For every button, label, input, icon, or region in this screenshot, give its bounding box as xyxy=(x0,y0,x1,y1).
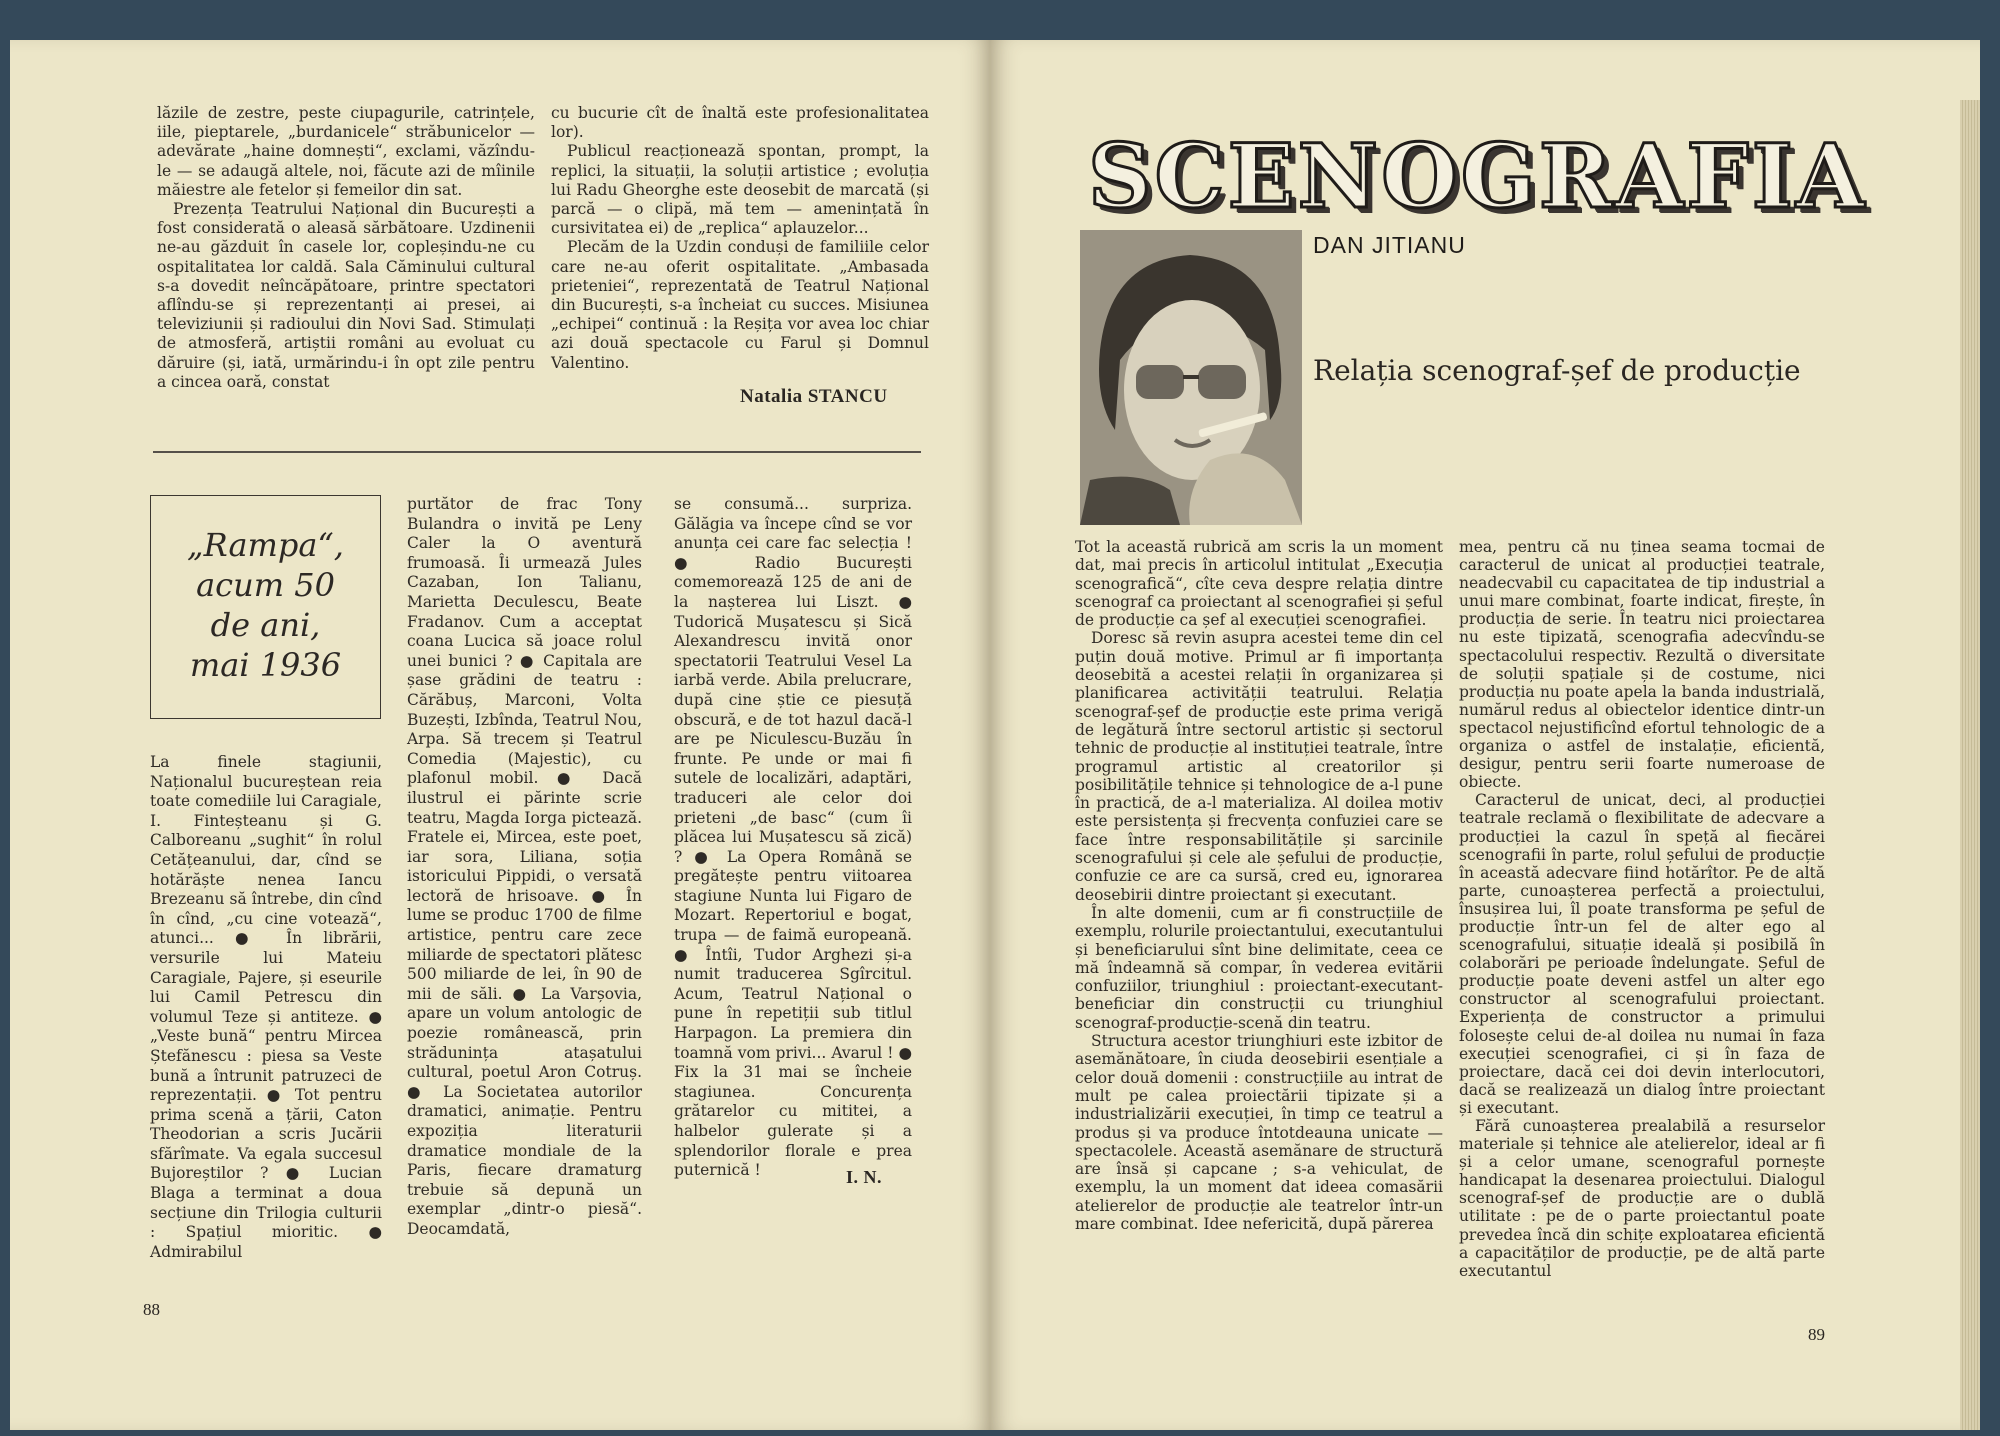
paragraph: Structura acestor triunghiuri este izbitor de asemănătoare, în ciuda deosebirii esențiale a celor două domenii : construcțiile au intrat de mult pe calea proiectării tipizate și a industrializării execuției, în timp ce teatrul a produs și va produce întotdeauna unicate — spectacolele. Această asemănare de structură are însă și capcane ; s-a vehiculat, de exemplu, la un moment dat ideea comasării atelierelor de producție ale teatrelor într-un mare combinat. Idee nefericită, după părerea xyxy=(1075,1032,1443,1233)
box-title-line: „Rampa“, xyxy=(187,526,344,564)
page-number: 89 xyxy=(1808,1325,1825,1344)
rampa-signature: I. N. xyxy=(846,1167,883,1187)
box-title-line: de ani, xyxy=(210,606,321,644)
page-number: 88 xyxy=(143,1300,160,1319)
paragraph: La finele stagiunii, Naționalul bucureștean reia toate comediile lui Caragiale, I. Finteșteanu și G. Calboreanu „sughit“ în rolul Cetățeanului, dar, cînd se hotărăște nenea Iancu Brezeanu să întrebe, din cînd în cînd, „cu cine votează“, atunci... ● În librării, versurile lui Mateiu Caragiale, Pajere, și eseurile lui Camil Petrescu din volumul Teze și antiteze. ● „Veste bună“ pentru Mircea Ștefănescu : piesa sa Veste bună a întrunit patruzeci de reprezentații. ● Tot pentru prima scenă a țării, Caton Theodorian a scris Jucării sfărîmate. Va egala succesul Bujoreștilor ? ● Lucian Blaga a terminat a doua secțiune din Trilogia culturii : Spațiul mioritic. ● Admirabilul xyxy=(150,753,382,1261)
article-column-2 xyxy=(1459,538,1825,1280)
box-title-line: acum 50 xyxy=(196,566,335,604)
paragraph: Tot la această rubrică am scris la un moment dat, mai precis în articolul intitulat „Execuția scenografică“, cîte ceva despre relația dintre scenograf ca proiectant al scenografiei și șeful de producție ca șef al execuției scenografiei. xyxy=(1075,538,1443,630)
section-title: SCENOGRAFIA xyxy=(1088,124,1868,228)
paragraph: Prezența Teatrului Național din București a fost considerată o aleasă sărbătoare. Uzdinenii ne-au găzduit în casele lor, copleșindu-ne cu ospitalitatea lor caldă. Sala Căminului cultural s-a dovedit neîncăpătoare, printre spectatori aflîndu-se și reprezentanți ai presei, ai televiziunii și radioului din Novi Sad. Stimulați de atmosferă, artiștii români au evoluat cu dăruire (și, iată, urmărindu-i în opt zile pentru a cincea oară, constat xyxy=(157,200,535,391)
paragraph: cu bucurie cît de înaltă este profesionalitatea lor). xyxy=(551,104,929,142)
paragraph: se consumă... surpriza. Gălăgia va începe cînd se vor anunța cei care fac selecția ! ● Radio București comemorează 125 de ani de la nașterea lui Liszt. ● Tudorică Mușatescu și Sică Alexandrescu invită onor spectatorii Teatrului Vesel La iarbă verde. Abila prelucrare, după cine știe ce piesuță obscură, e de tot hazul dacă-l are pe Niculescu-Buzău în frunte. Pe unde or mai fi sutele de localizări, adaptări, traduceri ale celor doi prieteni „de basc“ (cum îi plăcea lui Mușatescu să zică) ? ● La Opera Română se pregătește pentru viitoarea stagiune Nunta lui Figaro de Mozart. Repertoriul e bogat, trupa — de faimă europeană. ● Întîi, Tudor Arghezi și-a numit traducerea Sgîrcitul. Acum, Teatrul Național o pune în repetiții sub titlul Harpagon. La premiera din toamnă vom privi... Avarul ! ● Fix la 31 mai se încheie stagiunea. Concurența grătarelor cu mititei, a halbelor gulerate și a splendorilor florale e prea puternică ! xyxy=(674,495,912,1180)
rampa-title-box xyxy=(150,495,381,719)
rampa-column-2 xyxy=(407,495,642,1240)
rampa-column-3 xyxy=(674,495,912,1181)
paragraph: purtător de frac Tony Bulandra o invită pe Leny Caler la O aventură frumoasă. Îi urmează Jules Cazaban, Ion Talianu, Marietta Deculescu, Beate Fradanov. Cum a acceptat coana Lucica să joace rolul unei bunici ? ● Capitala are șase grădini de teatru : Cărăbuș, Marconi, Volta Buzești, Izbînda, Teatrul Nou, Arpa. Să trecem și Teatrul Comedia (Majestic), cu plafonul mobil. ● Dacă ilustrul ei părinte scrie teatru, Magda Iorga pictează. Fratele ei, Mircea, este poet, iar sora, Liliana, soția istoricului Pippidi, o versată lectoră de hrisoave. ● În lume se produc 1700 de filme artistice, pentru care zece miliarde de spectatori plătesc 500 miliarde de lei, în 90 de mii de săli. ● La Varșovia, apare un volum antologic de poezie românească, prin strădunința atașatului cultural, poetul Aron Cotruș. ● La Societatea autorilor dramatici, animație. Pentru expoziția literaturii dramatice mondiale de la Paris, fiecare dramaturg trebuie să depună un exemplar „dintr-o piesă“. Deocamdată, xyxy=(407,495,642,1238)
rampa-column-1 xyxy=(150,753,382,1262)
paragraph: Plecăm de la Uzdin conduși de familiile celor care ne-au oferit ospitalitate. „Ambasada prieteniei“, reprezentată de Teatrul Național din București, s-a încheiat cu succes. Misiunea „echipei“ continuă : la Reșița vor avea loc chiar azi două spectacole cu Farul și Domnul Valentino. xyxy=(551,238,929,372)
paragraph: În alte domenii, cum ar fi construcțiile de exemplu, rolurile proiectantului, executantului și beneficiarului sînt bine delimitate, ceea ce mă îndeamnă să compar, în vederea evitării confuziilor, triunghiul : proiectant-executant-beneficiar din construcții cu triunghiul scenograf-producție-scenă din teatru. xyxy=(1075,903,1443,1032)
article-column-1 xyxy=(1075,538,1443,1233)
paragraph: lăzile de zestre, peste ciupagurile, catrințele, iile, pieptarele, „burdanicele“ străbunicelor — adevărate „haine domnești“, exclami, văzîndu-le — se adaugă altele, noi, făcute azi de mîinile măiestre ale fetelor și femeilor din sat. xyxy=(157,104,535,199)
continuation-column-1 xyxy=(157,104,535,392)
paragraph: Caracterul de unicat, deci, al producției teatrale reclamă o flexibilitate de adecvare a producției la cazul în speță al fiecărei scenografii în parte, rolul șefului de producție în această adecvare fiind hotărîtor. Pe de altă parte, cunoașterea perfectă a proiectului, însușirea lui, îl poate transforma pe șeful de producție într-un fel de alter ego al scenografului, situație ideală și posibilă în colaborări pe perioade îndelungate. Șeful de producție poate deveni astfel un alter ego constructor al scenografului proiectant. Experiența de constructor a primului folosește celui de-al doilea nu numai în faza execuției scenografiei, ci și în faza de proiectare, dacă cei doi devin interlocutori, dacă se realizează un dialog între proiectant și executant. xyxy=(1459,791,1825,1117)
author-name: DAN JITIANU xyxy=(1313,232,1466,258)
section-divider xyxy=(153,451,921,453)
continuation-column-2 xyxy=(551,104,929,373)
paragraph: mea, pentru că nu ținea seama tocmai de caracterul de unicat al producției teatrale, neadecvabil cu capacitatea de tip industrial a unui mare combinat, foarte indicat, firește, în producția de serie. În teatru nici proiectarea nu este tipizată, scenografia adecvîndu-se spectacolului respectiv. Rezultă o diversitate de soluții spațiale și de costume, nici producția nu poate apela la banda industrială, numărul redus al obiectelor identice dintr-un spectacol nejustificînd efortul tehnologic de a organiza o astfel de instalație, eficientă, desigur, pentru serii foarte numeroase de obiecte. xyxy=(1459,538,1825,792)
box-title-line: mai 1936 xyxy=(189,646,342,684)
paragraph: Publicul reacționează spontan, prompt, la replici, la situații, la soluții artistice ; evoluția lui Radu Gheorghe este deosebit de marcată (și parcă — o clipă, mă tem — amenințată în cursivitatea ei) de „replica“ aplauzelor... xyxy=(551,142,929,238)
paragraph: Doresc să revin asupra acestei teme din cel puțin două motive. Primul ar fi importanța deosebită a acestei relații în organizarea și planificarea activității teatrului. Relația scenograf-șef de producție este prima verigă de legătură între sectorul artistic și sectorul tehnic de producție al instituției teatrale, între programul artistic al creatorilor și posibilitățile tehnice și tehnologice de a-l pune în practică, de a-l materializa. Al doilea motiv este persistența și frecvența confuziei care se face între responsabilitățile și sarcinile scenografului și cele ale șefului de producție, confuzie ce are ca sursă, cred eu, ignorarea deosebirii dintre proiectant și executant. xyxy=(1075,629,1443,904)
page-edge-stack xyxy=(1960,100,1980,1430)
author-signature: Natalia STANCU xyxy=(740,386,888,407)
article-subtitle: Relația scenograf-șef de producție xyxy=(1313,354,1801,387)
portrait-photo xyxy=(1080,230,1302,525)
left-page xyxy=(10,40,990,1430)
paragraph: Fără cunoașterea prealabilă a resurselor materiale și tehnice ale atelierelor, ideal ar fi și a celor umane, scenograful pornește handicapat la desenarea proiectului. Dialogul scenograf-șef de producție are o dublă utilitate : pe de o parte proiectantul poate prevedea încă din schițe exploatarea eficientă a capacităților de producție, pe de altă parte executantul xyxy=(1459,1117,1825,1280)
portrait-photo-icon xyxy=(1080,230,1302,525)
